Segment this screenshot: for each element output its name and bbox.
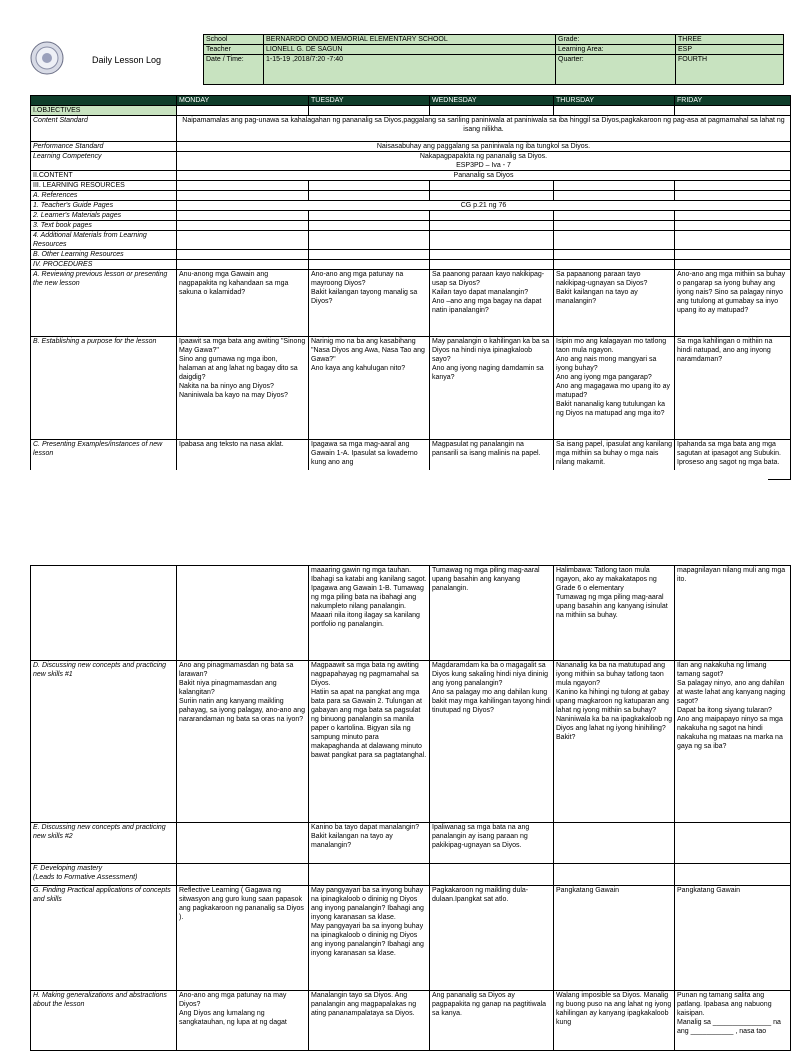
cell-monday: Ipabasa ang teksto na nasa aklat. — [177, 440, 309, 480]
row-label: D. Discussing new concepts and practicing new skills #1 — [31, 661, 177, 823]
row-label: F. Developing mastery (Leads to Formative Assessment) — [31, 864, 177, 886]
section-procedures: IV. PROCEDURES — [31, 260, 177, 270]
cell-thursday: Pangkatang Gawain — [554, 886, 675, 991]
cell-tuesday: maaaring gawin ng mga tauhan. Ibahagi sa katabi ang kanilang sagot. Ipagawa ang Gawain 1-B. Tumawag ng mga piling bata na ibahagi ang nakumpleto nilang panalangin. Maaari nila itong ilagay sa kanilang portfolio ng panalangin. — [309, 566, 430, 661]
cell-monday: Ipaawit sa mga bata ang awiting "Sinong May Gawa?" Sino ang gumawa ng mga ibon, halaman at ang lahat ng bagay dito sa daigdig? Nakita na ba ninyo ang Diyos? Naniniwala ba kayo na may Diyos? — [177, 337, 309, 440]
lesson-table — [30, 95, 791, 480]
cell-monday: Anu-anong mga Gawain ang nagpapakita ng kahandaan sa mga sakuna o kalamidad? — [177, 270, 309, 337]
day-header: WEDNESDAY — [430, 96, 554, 106]
header-value: LIONELL G. DE SAGUN — [264, 45, 556, 55]
row-label: H. Making generalizations and abstractions about the lesson — [31, 991, 177, 1051]
day-header: FRIDAY — [675, 96, 791, 106]
cell-friday: Sa mga kahilingan o mithiin na hindi natupad, ano ang inyong naramdaman? — [675, 337, 791, 440]
row-label: B. Other Learning Resources — [31, 250, 177, 260]
row-label: 2. Learner's Materials pages — [31, 211, 177, 221]
cell-friday: mapagnilayan nilang muli ang mga ito. — [675, 566, 791, 661]
day-header: TUESDAY — [309, 96, 430, 106]
cell-thursday: Halimbawa: Tatlong taon mula ngayon, ako ay makakatapos ng Grade 6 o elementary Tumawag ng mga piling mag-aaral upang basahin ang kanyang isinulat na mithiin sa buhay. — [554, 566, 675, 661]
cell-friday: Punan ng tamang salita ang patlang. Ipabasa ang nabuong kaisipan. Manalig sa _______________ na ang ___________ , nasa tao — [675, 991, 791, 1051]
section-resources: III. LEARNING RESOURCES — [31, 181, 177, 191]
content-standard-text: Naipamamalas ang pag-unawa sa kahalagahan ng pananalig sa Diyos,paggalang sa sariling paniniwala at paniniwala sa iba hinggil sa Diyos,pagkakaroon ng pag-asa at pagmamahal sa lahat ng isang nilikha. — [177, 116, 791, 142]
cell-wednesday: Sa paanong paraan kayo nakikipag-usap sa Diyos? Kailan tayo dapat manalangin? Ano –ano ang mga bagay na dapat natin ipanalangin? — [430, 270, 554, 337]
header-value: 1-15-19 ,2018/7:20 -7:40 — [264, 55, 556, 85]
cell-wednesday: Magpasulat ng panalangin na pansarili sa isang malinis na papel. — [430, 440, 554, 480]
section-objectives: I.OBJECTIVES — [31, 106, 177, 116]
header-value: BERNARDO ONDO MEMORIAL ELEMENTARY SCHOOL — [264, 35, 556, 45]
cell-friday: Ano-ano ang mga mithiin sa buhay o pangarap sa iyong buhay ang iyong nais? Sino sa palagay ninyo ang tutulong at gumabay sa inyo upang ito ay matupad? — [675, 270, 791, 337]
header-value: THREE — [676, 35, 784, 45]
cell-friday: Pangkatang Gawain — [675, 886, 791, 991]
deped-seal-icon — [30, 41, 64, 75]
header-value: ESP — [676, 45, 784, 55]
lesson-log-page-1 — [0, 0, 786, 470]
content-text: Pananalig sa Diyos — [177, 171, 791, 181]
header-value: FOURTH — [676, 55, 784, 85]
header-label: Date / Time: — [204, 55, 264, 85]
row-label: 4. Additional Materials from Learning Resources — [31, 231, 177, 250]
day-header-row — [31, 96, 791, 106]
cell-tuesday: Magpaawit sa mga bata ng awiting nagpapahayag ng pagmamahal sa Diyos. Hatiin sa apat na pangkat ang mga bata para sa Gawain 2. Tulungan at gabayan ang mga bata sa pagsulat ng binuong panalangin sa manila paper o kartolina. Bigyan sila ng sampung minuto para makapaghanda at dalawang minuto bawat pangkat para sa pagtatanghal. — [309, 661, 430, 823]
row-label: Learning Competency — [31, 152, 177, 171]
competency-text: Nakapagpapakita ng pananalig sa Diyos. — [419, 153, 548, 160]
cell-wednesday: Ang pananalig sa Diyos ay pagpapakita ng ganap na pagtitiwala sa kanya. — [430, 991, 554, 1051]
row-label: 1. Teacher's Guide Pages — [31, 201, 177, 211]
cell-wednesday: Pagkakaroon ng maikling dula-dulaan.Ipangkat sat atlo. — [430, 886, 554, 991]
header-label: Teacher — [204, 45, 264, 55]
cell-thursday: Isipin mo ang kalagayan mo tatlong taon mula ngayon. Ano ang nais mong mangyari sa iyong buhay? Ano ang iyong mga pangarap? Ano ang magagawa mo upang ito ay matupad? Bakit nananalig kang tutulungan ka ng Diyos na matupad ang mga ito? — [554, 337, 675, 440]
row-label: II.CONTENT — [31, 171, 177, 181]
cell-monday: Ano-ano ang mga patunay na may Diyos? Ang Diyos ang lumalang ng sangkatauhan, ng lupa at ng dagat — [177, 991, 309, 1051]
row-label: C. Presenting Examples/instances of new lesson — [31, 440, 177, 480]
cell-thursday: Sa isang papel, ipasulat ang kanilang mga mithiin sa buhay o mga nais nilang makamit. — [554, 440, 675, 480]
competency-code: ESP3PD – Iva - 7 — [456, 162, 511, 169]
tg-pages-text: CG p.21 ng 76 — [177, 201, 791, 211]
row-label: 3. Text book pages — [31, 221, 177, 231]
page-gap — [0, 470, 768, 563]
cell-thursday: Walang imposible sa Diyos. Manalig ng buong puso na ang lahat ng iyong kahilingan ay kanyang ipagkakaloob kung — [554, 991, 675, 1051]
cell-friday: Ipahanda sa mga bata ang mga sagutan at ipasagot ang Subukin. Iproseso ang sagot ng mga bata. — [675, 440, 791, 480]
row-label: Content Standard — [31, 116, 177, 142]
header-label: School — [204, 35, 264, 45]
learning-competency-text — [177, 152, 791, 171]
row-label: B. Establishing a purpose for the lesson — [31, 337, 177, 440]
cell-tuesday: Ipagawa sa mga mag-aaral ang Gawain 1-A. Ipasulat sa kwaderno kung ano ang — [309, 440, 430, 480]
cell-tuesday: Ano-ano ang mga patunay na mayroong Diyos? Bakit kailangan tayong manalig sa Diyos? — [309, 270, 430, 337]
header-label: Grade: — [556, 35, 676, 45]
day-header: MONDAY — [177, 96, 309, 106]
cell-tuesday: Kanino ba tayo dapat manalangin? Bakit kailangan na tayo ay manalangin? — [309, 823, 430, 864]
cell-tuesday: May pangyayari ba sa inyong buhay na ipinagkaloob o dininig ng Diyos ang inyong panalangin? Ibahagi ang inyong karanasan sa klase. May pangyayari ba sa inyong buhay na ipinagkaloob o dininig ng Diyos ang inyong panalangin? Ibahagi ang inyong karanasan sa klase. — [309, 886, 430, 991]
cell-monday: Reflective Learning ( Gagawa ng sitwasyon ang guro kung saan papasok ang pagkakaroon ng pananalig sa Diyos ). — [177, 886, 309, 991]
row-label: G. Finding Practical applications of concepts and skills — [31, 886, 177, 991]
row-label: E. Discussing new concepts and practicing new skills #2 — [31, 823, 177, 864]
cell-wednesday: Magdaramdam ka ba o magagalit sa Diyos kung sakaling hindi niya dininig ang iyong panalangin? Ano sa palagay mo ang dahilan kung bakit may mga kahilingan tayong hindi tinutupad ng Diyos? — [430, 661, 554, 823]
log-title: Daily Lesson Log — [92, 55, 162, 65]
header-label: Learning Area: — [556, 45, 676, 55]
cell-tuesday: Narinig mo na ba ang kasabihang "Nasa Diyos ang Awa, Nasa Tao ang Gawa?" Ano kaya ang kahulugan nito? — [309, 337, 430, 440]
cell-thursday: Sa papaanong paraan tayo nakikipag-ugnayan sa Diyos? Bakit kailangan na tayo ay manalangin? — [554, 270, 675, 337]
performance-standard-text: Naisasabuhay ang paggalang sa paniniwala ng iba tungkol sa Diyos. — [177, 142, 791, 152]
row-label: A. Reviewing previous lesson or presenting the new lesson — [31, 270, 177, 337]
cell-friday: Ilan ang nakakuha ng limang tamang sagot? Sa palagay ninyo, ano ang dahilan at waste lahat ang kanyang naging sagot? Dapat ba itong siyang tularan? Ano ang maipapayo ninyo sa mga nakakuha ng sagot na hindi nakakuha ng mataas na marka na gaya ng sa iba? — [675, 661, 791, 823]
cell-thursday: Nananalig ka ba na matutupad ang iyong mithiin sa buhay tatlong taon mula ngayon? Kanino ka hihingi ng tulong at gabay upang magkaroon ng katuparan ang lahat ng iyong mithiin sa buhay? Naniniwala ka ba na ipagkakaloob ng Diyos ang lahat ng iyong hinihiling? Bakit? — [554, 661, 675, 823]
header-label: Quarter: — [556, 55, 676, 85]
header-table — [203, 34, 784, 85]
lesson-log-page-2 — [0, 563, 786, 1035]
cell-wednesday: May panalangin o kahilingan ka ba sa Diyos na hindi niya ipinagkaloob sayo? Ano ang iyong naging damdamin sa kanya? — [430, 337, 554, 440]
cell-wednesday: Tumawag ng mga piling mag-aaral upang basahin ang kanyang panalangin. — [430, 566, 554, 661]
cell-tuesday: Manalangin tayo sa Diyos. Ang panalangin ang magpapalakas ng ating pananampalataya sa Diyos. — [309, 991, 430, 1051]
cell-monday: Ano ang pinagmamasdan ng bata sa larawan? Bakit niya pinagmamasdan ang kalangitan? Suriin natin ang kanyang maikling pahayag, sa iyong palagay, ano-ano ang nararandaman ng bata sa oras na iyon? — [177, 661, 309, 823]
row-label: A. References — [31, 191, 177, 201]
day-header: THURSDAY — [554, 96, 675, 106]
lesson-table-continued — [30, 565, 791, 1051]
cell-wednesday: Ipaliwanag sa mga bata na ang panalangin ay isang paraan ng pakikipag-ugnayan sa Diyos. — [430, 823, 554, 864]
row-label: Performance Standard — [31, 142, 177, 152]
